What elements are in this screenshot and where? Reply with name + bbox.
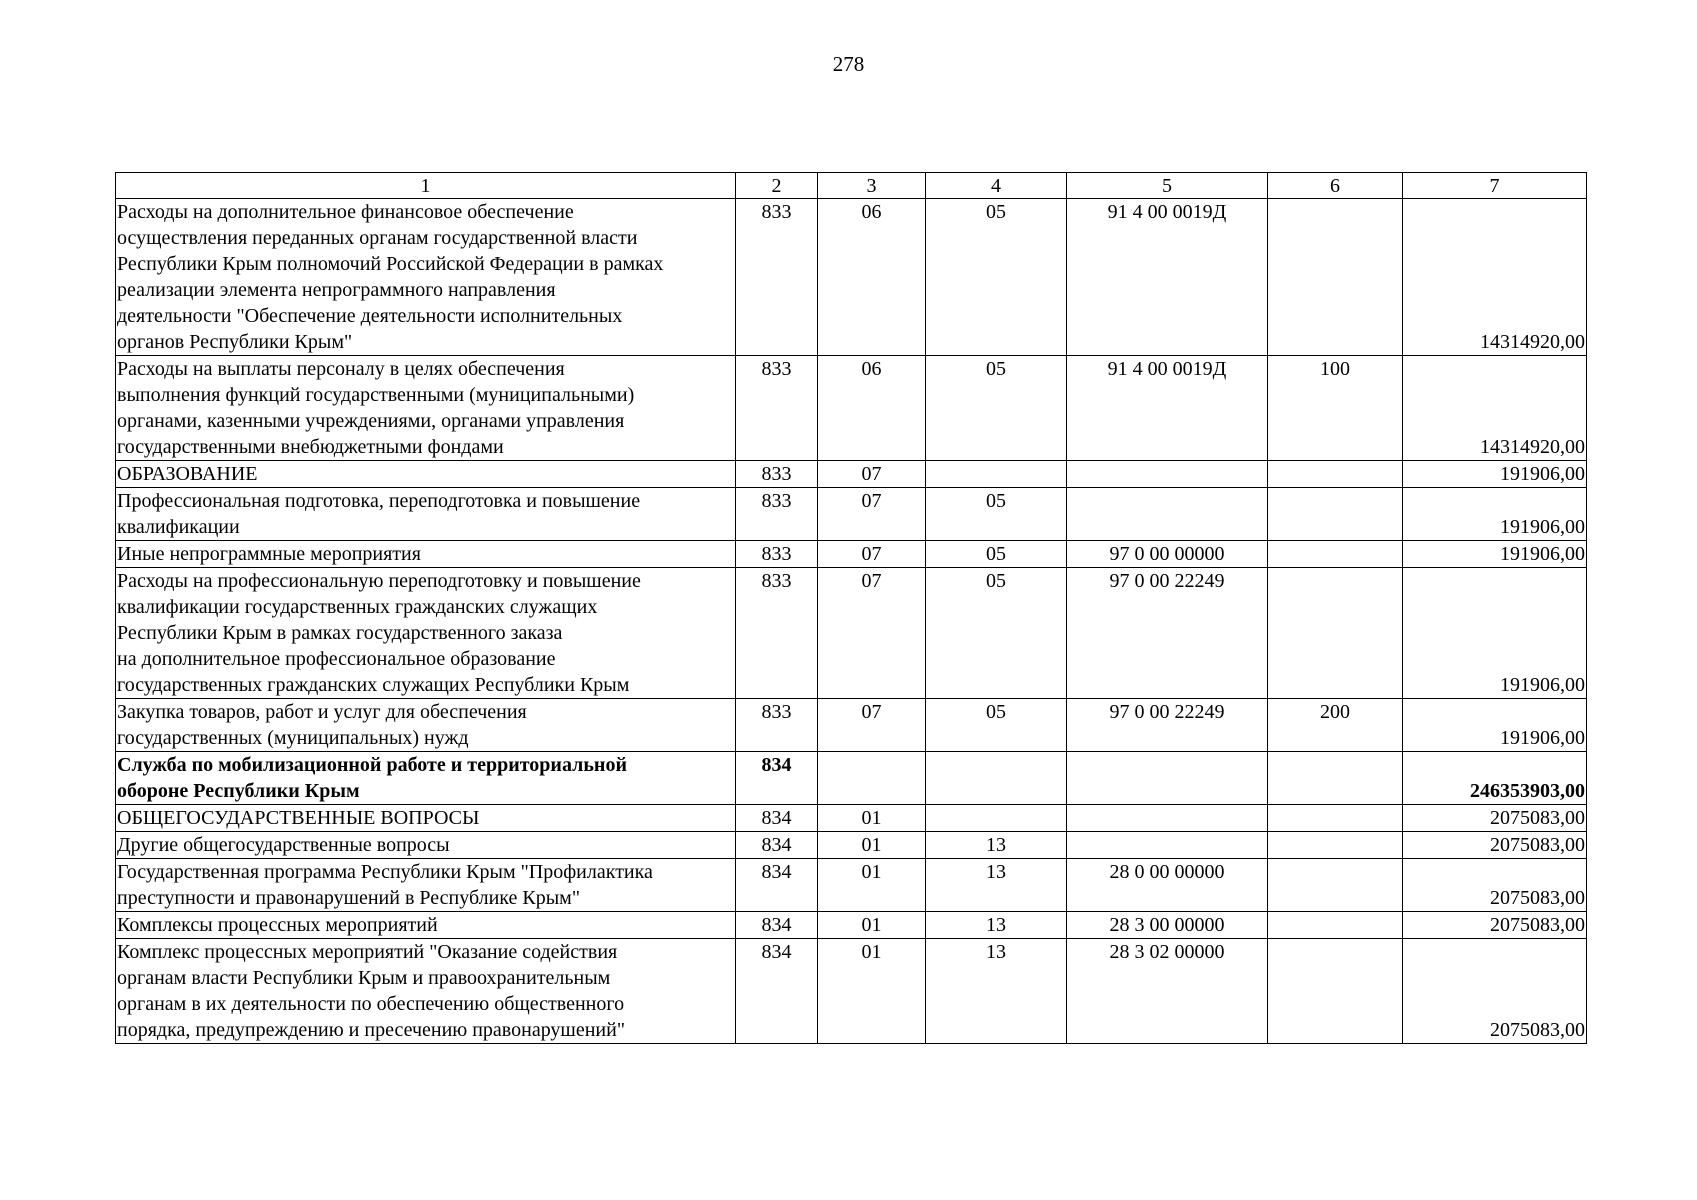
- page-number: 278: [832, 52, 865, 76]
- row-expense-type-code: [1268, 541, 1403, 568]
- row-amount: 191906,00: [1403, 488, 1587, 541]
- row-ved-code: 834: [736, 752, 818, 805]
- row-amount: 2075083,00: [1403, 805, 1587, 832]
- row-section-code: 01: [818, 912, 926, 939]
- row-amount: 191906,00: [1403, 541, 1587, 568]
- row-ved-code: 834: [736, 832, 818, 859]
- row-section-code: 01: [818, 859, 926, 912]
- row-description: Закупка товаров, работ и услуг для обеспечения государственных (муниципальных) нужд: [116, 699, 736, 752]
- row-ved-code: 833: [736, 699, 818, 752]
- table-row: [116, 356, 1587, 461]
- header-row: [116, 173, 1587, 199]
- row-amount: 14314920,00: [1403, 356, 1587, 461]
- row-target-article-code: [1067, 461, 1268, 488]
- row-expense-type-code: 100: [1268, 356, 1403, 461]
- row-target-article-code: [1067, 752, 1268, 805]
- row-expense-type-code: [1268, 752, 1403, 805]
- row-subsection-code: 13: [926, 939, 1067, 1044]
- row-section-code: 07: [818, 568, 926, 699]
- row-section-code: 06: [818, 199, 926, 356]
- row-amount: 191906,00: [1403, 461, 1587, 488]
- row-section-code: 01: [818, 939, 926, 1044]
- row-amount: 2075083,00: [1403, 912, 1587, 939]
- header-col-5: 5: [1067, 173, 1268, 199]
- table-row: [116, 461, 1587, 488]
- table-row: [116, 488, 1587, 541]
- header-col-2: 2: [736, 173, 818, 199]
- row-target-article-code: [1067, 832, 1268, 859]
- row-amount: 246353903,00: [1403, 752, 1587, 805]
- row-expense-type-code: [1268, 199, 1403, 356]
- header-col-3: 3: [818, 173, 926, 199]
- row-subsection-code: [926, 461, 1067, 488]
- row-ved-code: 833: [736, 568, 818, 699]
- row-description: Иные непрограммные мероприятия: [116, 541, 736, 568]
- row-section-code: 06: [818, 356, 926, 461]
- table-row: [116, 939, 1587, 1044]
- budget-table: [115, 172, 1587, 1044]
- row-ved-code: 834: [736, 859, 818, 912]
- table-row: [116, 199, 1587, 356]
- row-expense-type-code: [1268, 461, 1403, 488]
- row-subsection-code: 05: [926, 199, 1067, 356]
- row-description: Расходы на дополнительное финансовое обеспечение осуществления переданных органам государственной власти Республики Крым полномочий Российской Федерации в рамках реализации элемента непрограммного направления деятельности "Обеспечение деятельности исполнительных органов Республики Крым": [116, 199, 736, 356]
- row-amount: 2075083,00: [1403, 832, 1587, 859]
- row-amount: 191906,00: [1403, 699, 1587, 752]
- row-amount: 191906,00: [1403, 568, 1587, 699]
- row-ved-code: 833: [736, 199, 818, 356]
- row-subsection-code: 13: [926, 859, 1067, 912]
- row-target-article-code: 28 0 00 00000: [1067, 859, 1268, 912]
- row-section-code: 01: [818, 805, 926, 832]
- row-expense-type-code: 200: [1268, 699, 1403, 752]
- row-ved-code: 833: [736, 461, 818, 488]
- row-expense-type-code: [1268, 568, 1403, 699]
- table-row: [116, 568, 1587, 699]
- table-row: [116, 832, 1587, 859]
- header-col-1: 1: [116, 173, 736, 199]
- row-description: Расходы на выплаты персоналу в целях обеспечения выполнения функций государственными (муниципальными) органами, казенными учреждениями, органами управления государственными внебюджетными фондами: [116, 356, 736, 461]
- row-ved-code: 833: [736, 356, 818, 461]
- row-target-article-code: 28 3 02 00000: [1067, 939, 1268, 1044]
- row-ved-code: 834: [736, 939, 818, 1044]
- row-target-article-code: 97 0 00 00000: [1067, 541, 1268, 568]
- row-subsection-code: 05: [926, 356, 1067, 461]
- row-subsection-code: 05: [926, 488, 1067, 541]
- row-description: Комплексы процессных мероприятий: [116, 912, 736, 939]
- row-ved-code: 834: [736, 805, 818, 832]
- table-row: [116, 859, 1587, 912]
- row-description: Служба по мобилизационной работе и территориальной обороне Республики Крым: [116, 752, 736, 805]
- row-target-article-code: 28 3 00 00000: [1067, 912, 1268, 939]
- row-section-code: 07: [818, 488, 926, 541]
- row-subsection-code: [926, 752, 1067, 805]
- row-description: Комплекс процессных мероприятий "Оказание содействия органам власти Республики Крым и правоохранительным органам в их деятельности по обеспечению общественного порядка, предупреждению и пресечению правонарушений": [116, 939, 736, 1044]
- row-section-code: 07: [818, 699, 926, 752]
- row-target-article-code: 97 0 00 22249: [1067, 568, 1268, 699]
- table-row: [116, 805, 1587, 832]
- row-amount: 2075083,00: [1403, 939, 1587, 1044]
- row-ved-code: 833: [736, 488, 818, 541]
- row-target-article-code: 97 0 00 22249: [1067, 699, 1268, 752]
- row-subsection-code: [926, 805, 1067, 832]
- row-expense-type-code: [1268, 832, 1403, 859]
- row-target-article-code: 91 4 00 0019Д: [1067, 356, 1268, 461]
- row-expense-type-code: [1268, 912, 1403, 939]
- row-section-code: 07: [818, 461, 926, 488]
- row-section-code: [818, 752, 926, 805]
- header-col-4: 4: [926, 173, 1067, 199]
- row-target-article-code: 91 4 00 0019Д: [1067, 199, 1268, 356]
- row-subsection-code: 05: [926, 568, 1067, 699]
- table-body: [116, 199, 1587, 1044]
- row-description: Государственная программа Республики Крым "Профилактика преступности и правонарушений в Республике Крым": [116, 859, 736, 912]
- table-row: [116, 752, 1587, 805]
- row-expense-type-code: [1268, 939, 1403, 1044]
- row-target-article-code: [1067, 805, 1268, 832]
- row-target-article-code: [1067, 488, 1268, 541]
- header-col-7: 7: [1403, 173, 1587, 199]
- header-col-6: 6: [1268, 173, 1403, 199]
- row-subsection-code: 13: [926, 832, 1067, 859]
- row-amount: 14314920,00: [1403, 199, 1587, 356]
- row-section-code: 01: [818, 832, 926, 859]
- row-subsection-code: 05: [926, 699, 1067, 752]
- row-expense-type-code: [1268, 805, 1403, 832]
- row-description: Другие общегосударственные вопросы: [116, 832, 736, 859]
- row-ved-code: 833: [736, 541, 818, 568]
- row-description: ОБЩЕГОСУДАРСТВЕННЫЕ ВОПРОСЫ: [116, 805, 736, 832]
- row-subsection-code: 05: [926, 541, 1067, 568]
- row-description: ОБРАЗОВАНИЕ: [116, 461, 736, 488]
- row-subsection-code: 13: [926, 912, 1067, 939]
- table-row: [116, 699, 1587, 752]
- row-expense-type-code: [1268, 488, 1403, 541]
- row-ved-code: 834: [736, 912, 818, 939]
- row-description: Расходы на профессиональную переподготовку и повышение квалификации государственных гражданских служащих Республики Крым в рамках государственного заказа на дополнительное профессиональное образование государственных гражданских служащих Республики Крым: [116, 568, 736, 699]
- table-row: [116, 912, 1587, 939]
- row-amount: 2075083,00: [1403, 859, 1587, 912]
- table-row: [116, 541, 1587, 568]
- row-section-code: 07: [818, 541, 926, 568]
- row-expense-type-code: [1268, 859, 1403, 912]
- row-description: Профессиональная подготовка, переподготовка и повышение квалификации: [116, 488, 736, 541]
